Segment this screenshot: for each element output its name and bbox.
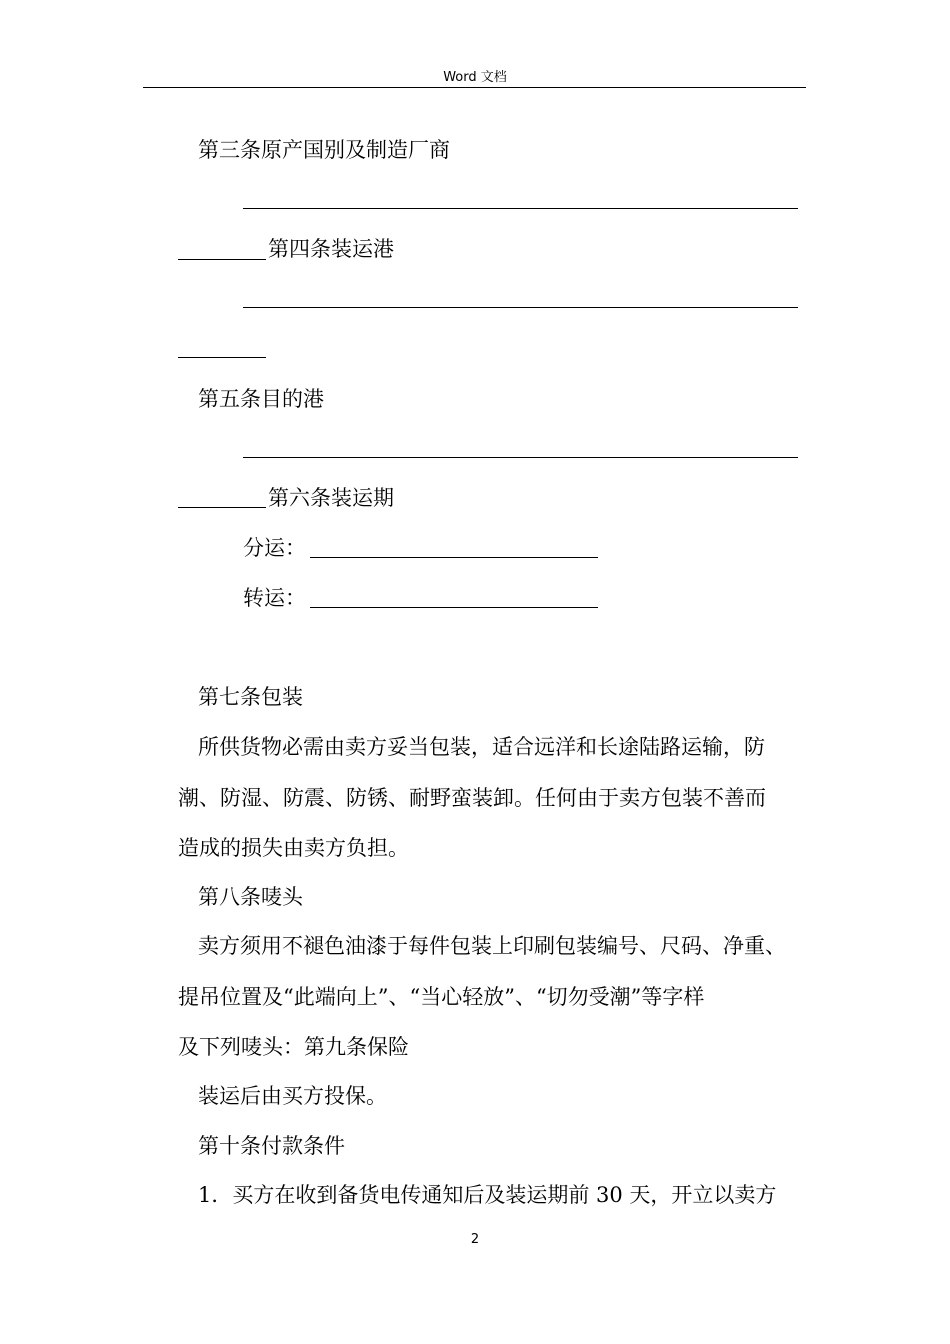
article-5-heading: 第五条目的港 bbox=[198, 387, 324, 411]
article-9-line-1: 装运后由买方投保。 bbox=[198, 1084, 387, 1108]
article-8-line-1: 卖方须用不褪色油漆于每件包装上印刷包装编号、尺码、净重、 bbox=[198, 934, 786, 958]
article-8-line-3: 及下列唛头：第九条保险 bbox=[178, 1035, 409, 1059]
article-3-heading: 第三条原产国别及制造厂商 bbox=[198, 138, 450, 162]
article-7-heading: 第七条包装 bbox=[198, 685, 303, 709]
blank-line-art3-end bbox=[178, 259, 266, 260]
blank-line-art5-end bbox=[178, 507, 266, 508]
page-header: Word 文档 bbox=[443, 70, 507, 85]
article-7-line-3: 造成的损失由卖方负担。 bbox=[178, 836, 409, 860]
article-7-line-2: 潮、防湿、防震、防锈、耐野蛮装卸。任何由于卖方包装不善而 bbox=[178, 786, 766, 810]
transshipment-blank bbox=[310, 607, 598, 608]
blank-line-art3 bbox=[243, 208, 798, 209]
article-8-heading: 第八条唛头 bbox=[198, 885, 303, 909]
page-number: 2 bbox=[470, 1232, 480, 1247]
transshipment-label: 转运： bbox=[243, 586, 306, 610]
article-4-heading: 第四条装运港 bbox=[268, 237, 394, 261]
header-rule bbox=[143, 87, 806, 88]
article-10-line-1: 1．买方在收到备货电传通知后及装运期前 30 天，开立以卖方 bbox=[198, 1183, 777, 1207]
partial-shipment-blank bbox=[310, 557, 598, 558]
article-10-heading: 第十条付款条件 bbox=[198, 1134, 345, 1158]
article-6-heading: 第六条装运期 bbox=[268, 486, 394, 510]
blank-line-art4-end bbox=[178, 357, 266, 358]
article-8-line-2: 提吊位置及“此端向上”、“当心轻放”、“切勿受潮”等字样 bbox=[178, 985, 705, 1009]
article-7-line-1: 所供货物必需由卖方妥当包装，适合远洋和长途陆路运输，防 bbox=[198, 735, 765, 759]
blank-line-art5 bbox=[243, 457, 798, 458]
partial-shipment-label: 分运： bbox=[243, 536, 306, 560]
blank-line-art4 bbox=[243, 307, 798, 308]
